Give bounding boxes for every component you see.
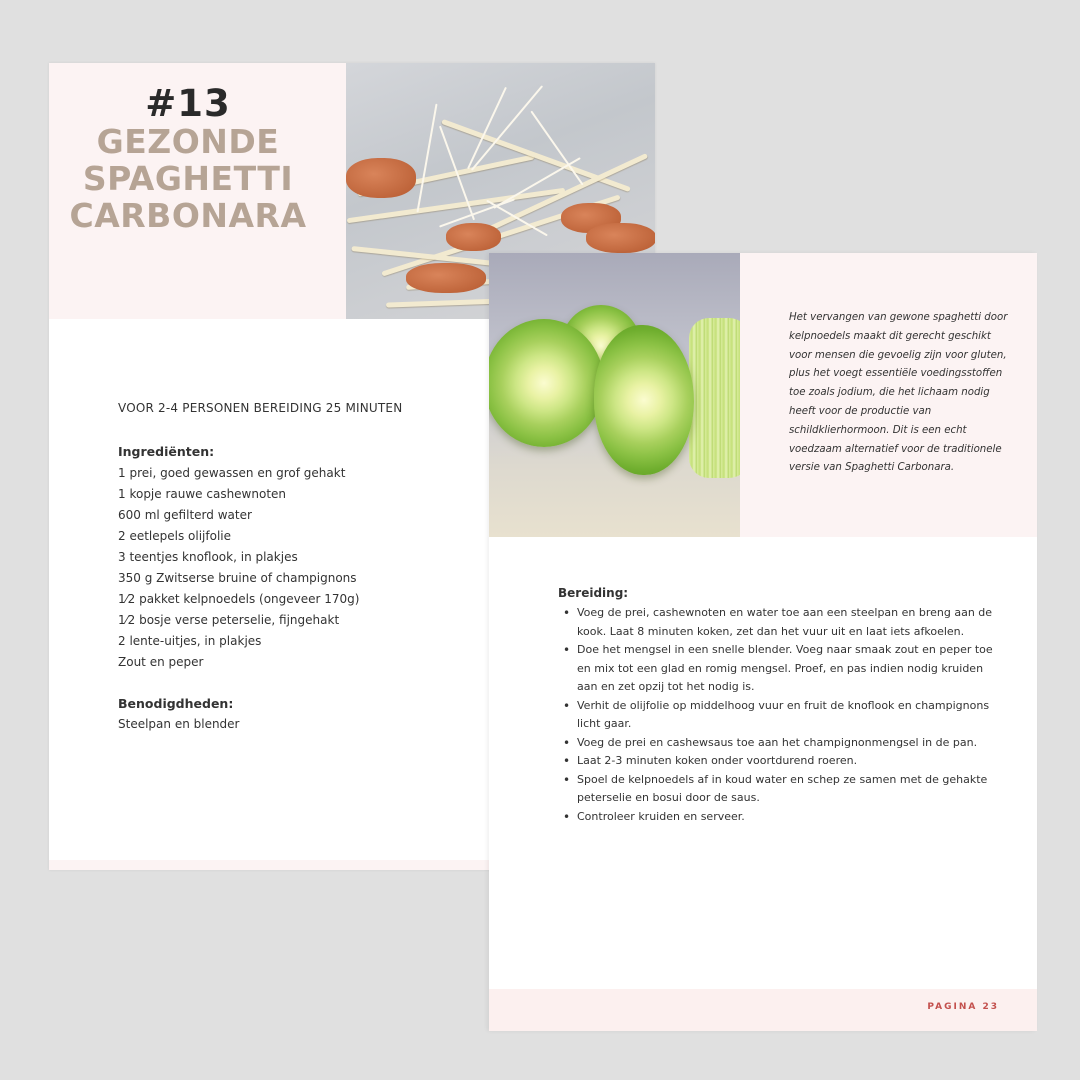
ingredients-list	[118, 463, 359, 673]
tools-heading: Benodigdheden:	[118, 696, 234, 711]
list-item: • Voeg de prei en cashewsaus toe aan het champignonmengsel in de pan.	[558, 734, 1003, 753]
list-item: • Laat 2-3 minuten koken onder voortdurend roeren.	[558, 752, 1003, 771]
recipe-title-line: CARBONARA	[69, 196, 307, 235]
servings-info: VOOR 2-4 PERSONEN BEREIDING 25 MINUTEN	[118, 401, 403, 415]
list-item: 1⁄2 pakket kelpnoedels (ongeveer 170g)	[118, 592, 360, 606]
ingredients-heading: Ingrediënten:	[118, 444, 215, 459]
intro-text: Het vervangen van gewone spaghetti door kelpnoedels maakt dit gerecht geschikt voor mensen die gevoelig zijn voor gluten, plus het voegt essentiële voedingsstoffen toe zoals jodium, die het lichaam nodig heeft voor de productie van schildklierhormoon. Dit is een echt voedzaam alternatief voor de traditionele versie van Spaghetti Carbonara.	[789, 312, 1008, 474]
title-block	[49, 82, 327, 235]
recipe-page-right	[489, 253, 1037, 1031]
list-item: 2 eetlepels olijfolie	[118, 529, 231, 543]
list-item: 1 kopje rauwe cashewnoten	[118, 487, 287, 501]
list-item: • Controleer kruiden en serveer.	[558, 808, 1003, 827]
list-item: 600 ml gefilterd water	[118, 508, 252, 522]
recipe-title-line: SPAGHETTI	[82, 159, 294, 198]
page-number: PAGINA 23	[927, 1002, 999, 1012]
list-item: 3 teentjes knoflook, in plakjes	[118, 550, 298, 564]
list-item: 1⁄2 bosje verse peterselie, fijngehakt	[118, 613, 340, 627]
method-heading: Bereiding:	[558, 586, 629, 600]
list-item: • Voeg de prei, cashewnoten en water toe aan een steelpan en breng aan de kook. Laat 8 minuten koken, zet dan het vuur uit en laat iets afkoelen.	[558, 604, 1003, 641]
list-item: 350 g Zwitserse bruine of champignons	[118, 571, 357, 585]
list-item: • Doe het mengsel in een snelle blender. Voeg naar smaak zout en peper toe en mix tot een glad en romig mengsel. Proef, en pas indien nodig kruiden aan en zet opzij tot het nodig is.	[558, 641, 1003, 697]
recipe-number: #13	[145, 82, 231, 125]
recipe-title-line: GEZONDE	[96, 122, 280, 161]
list-item: 1 prei, goed gewassen en grof gehakt	[118, 466, 346, 480]
tools-text: Steelpan en blender	[118, 717, 240, 731]
method-steps	[558, 604, 1003, 826]
list-item: 2 lente-uitjes, in plakjes	[118, 634, 262, 648]
page-footer	[489, 989, 1037, 1031]
leek-photo	[489, 253, 740, 537]
list-item: • Verhit de olijfolie op middelhoog vuur en fruit de knoflook en champignons licht gaar.	[558, 697, 1003, 734]
list-item: • Spoel de kelpnoedels af in koud water en schep ze samen met de gehakte peterselie en bosui door de saus.	[558, 771, 1003, 808]
page-header	[489, 253, 1037, 537]
list-item: Zout en peper	[118, 655, 204, 669]
